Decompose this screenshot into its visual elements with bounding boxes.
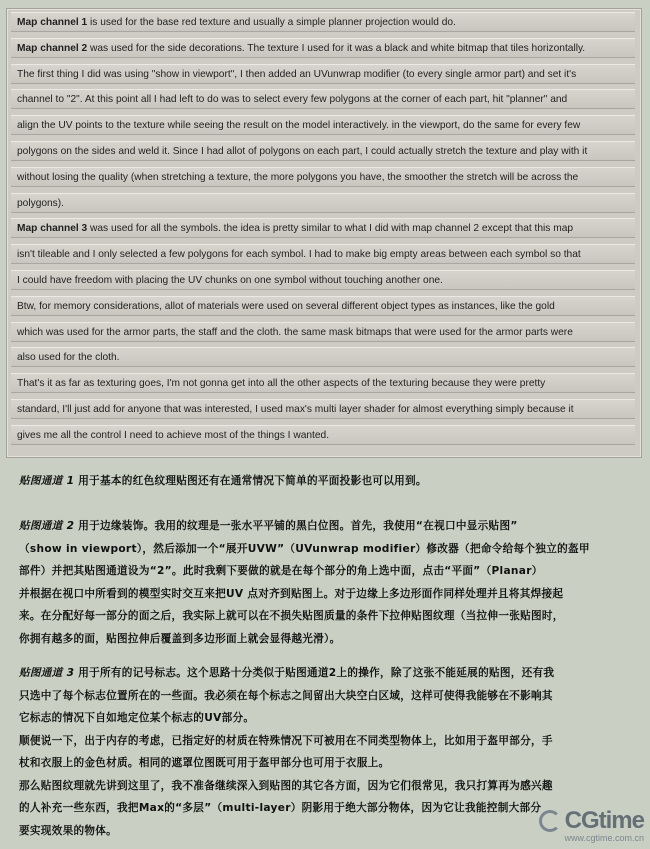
english-text-line: [11, 38, 635, 58]
line-text: without losing the quality (when stretching a texture, the more polygons you have, the smoother the stretch will be across the: [17, 171, 579, 183]
paragraph-line: 你拥有越多的面，贴图拉伸后覆盖到多边形面上就会显得越光滑）。: [19, 632, 341, 645]
watermark-url: www.cgtime.com.cn: [564, 833, 644, 843]
english-text-panel: [6, 8, 642, 458]
line-text: Btw, for memory considerations, allot of materials were used on several different object types as instances, like the gold: [17, 300, 555, 312]
line-text: also used for the cloth.: [17, 352, 120, 364]
line-text: which was used for the armor parts, the staff and the cloth. the same mask bitmaps that were used for the armor parts were: [17, 326, 573, 338]
line-text: was used for the side decorations. The texture I used for it was a black and white bitmap that tiles horizontally.: [87, 42, 586, 54]
line-text: gives me all the control I need to achieve most of the things I wanted.: [17, 429, 330, 441]
watermark-brand: CGtime: [564, 807, 644, 834]
english-text-line: [11, 244, 635, 264]
paragraph-title: 贴图通道 1: [19, 475, 75, 487]
english-text-line: [11, 12, 635, 32]
line-text: align the UV points to the texture while seeing the result on the model interactively. in the viewport, do the same for every few: [17, 120, 581, 132]
chinese-paragraph-1: [19, 470, 645, 493]
paragraph-line: 部件）并把其贴图通道设为“2”。此时我剩下要做的就是在每个部分的角上选中面，点击“平面”（Planar）: [19, 565, 543, 577]
line-text: polygons).: [17, 197, 65, 209]
paragraph-line: （show in viewport），然后添加一个“展开UVW”（UVunwrap modifier）修改器（把命令给每个独立的盔甲: [19, 542, 590, 555]
paragraph-line: 顺便说一下，出于内存的考虑，已指定好的材质在特殊情况下可被用在不同类型物体上，比如用于盔甲部分，手: [19, 734, 553, 747]
paragraph-title: 贴图通道 2: [19, 520, 75, 532]
line-text: polygons on the sides and weld it. Since I had allot of polygons on each part, I could actually stretch the texture and play with it: [17, 146, 588, 157]
english-text-line: [11, 399, 635, 419]
paragraph-line: 杖和衣服上的金色材质。相同的遮罩位图既可用于盔甲部分也可用于衣服上。: [19, 757, 390, 769]
map-channel-label: Map channel 1: [17, 17, 88, 28]
paragraph-line: 的人补充一些东西，我把Max的“多层”（multi-layer）阴影用于绝大部分物体，因为它让我能控制大部分: [19, 802, 542, 814]
cgtime-watermark-logo: [526, 799, 644, 843]
paragraph-line: 用于边缘装饰。我用的纹理是一张水平平铺的黑白位图。首先，我使用“在视口中显示贴图”: [74, 520, 518, 532]
english-text-line: [11, 347, 635, 367]
english-text-line: [11, 89, 635, 109]
english-text-line: [11, 167, 635, 187]
line-text: That's it as far as texturing goes, I'm not gonna get into all the other aspects of the texturing because they were pretty: [17, 378, 546, 390]
paragraph-line: 那么贴图纹理就先讲到这里了，我不准备继续深入到贴图的其它各方面，因为它们很常见，我只打算再为感兴趣: [19, 779, 553, 792]
english-text-line: [11, 141, 635, 161]
paragraph-line: 用于基本的红色纹理贴图还有在通常情况下简单的平面投影也可以用到。: [74, 475, 427, 487]
english-text-line: [11, 115, 635, 135]
line-text: was used for all the symbols. the idea is pretty similar to what I did with map channel 2 except that this map: [87, 223, 574, 235]
paragraph-line: 它标志的情况下自如地定位某个标志的UV部分。: [19, 712, 255, 724]
english-text-line: [11, 425, 635, 445]
english-text-line: [11, 373, 635, 393]
line-text: The first thing I did was using "show in viewport", I then added an UVunwrap modifier (to every single armor part) and set it's: [17, 68, 577, 80]
english-text-line: [11, 193, 635, 213]
line-text: isn't tileable and I only selected a few polygons for each symbol. I had to make big empty areas between each symbol so that: [17, 249, 581, 261]
english-text-line: [11, 218, 635, 238]
line-text: I could have freedom with placing the UV chunks on one symbol without touching another one.: [17, 275, 443, 286]
english-text-line: [11, 64, 635, 84]
globe-icon: [539, 810, 561, 832]
line-text: standard, I'll just add for anyone that was interested, I used max's multi layer shader for almost everything simply because it: [17, 404, 574, 415]
chinese-paragraph-2: [19, 515, 645, 650]
paragraph-line: 用于所有的记号标志。这个思路十分类似于贴图通道2上的操作，除了这张不能延展的贴图，还有我: [74, 667, 555, 679]
line-text: is used for the base red texture and usually a simple planner projection would do.: [87, 17, 456, 28]
map-channel-label: Map channel 2: [17, 42, 88, 54]
paragraph-line: 只选中了每个标志位置所在的一些面。我必须在每个标志之间留出大块空白区域，这样可使得我能够在不影响其: [19, 689, 553, 702]
english-text-line: [11, 322, 635, 342]
paragraph-line: 要实现效果的物体。: [19, 824, 118, 837]
paragraph-title: 贴图通道 3: [19, 667, 75, 679]
paragraph-line: 并根据在视口中所看到的模型实时交互来把UV 点对齐到贴图上。对于边缘上多边形面作同样处理并且将其焊接起: [19, 587, 564, 600]
map-channel-label: Map channel 3: [17, 223, 88, 235]
english-text-line: [11, 296, 635, 316]
line-text: channel to "2". At this point all I had left to do was to select every few polygons at the corner of each part, hit "planner" and: [17, 94, 568, 106]
english-text-line: [11, 270, 635, 290]
paragraph-line: 来。在分配好每一部分的面之后，我实际上就可以在不损失贴图质量的条件下拉伸贴图纹理（当拉伸一张贴图时，: [19, 610, 564, 622]
